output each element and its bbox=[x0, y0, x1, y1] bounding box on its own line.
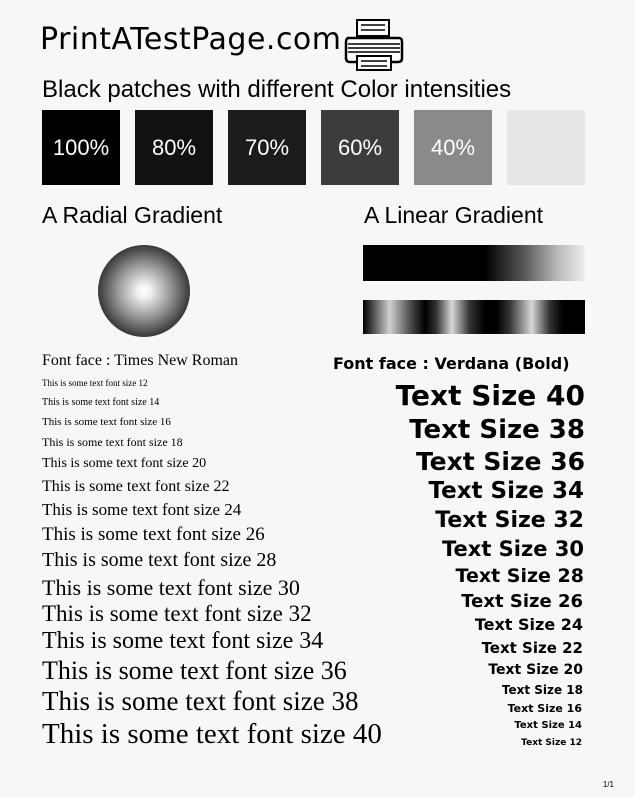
printer-icon bbox=[343, 18, 405, 72]
patch-label: 100% bbox=[52, 134, 110, 160]
patch-3 bbox=[228, 110, 306, 185]
verdana-sample-line: Text Size 18 bbox=[501, 683, 583, 697]
patch-4 bbox=[321, 110, 399, 185]
verdana-sample-line: Text Size 24 bbox=[474, 615, 583, 634]
times-sample-line: This is some text font size 26 bbox=[42, 524, 265, 545]
times-sample-line: This is some text font size 14 bbox=[42, 397, 160, 408]
patch-2 bbox=[135, 110, 213, 185]
patch-5 bbox=[414, 110, 492, 185]
patch-label: 40% bbox=[430, 134, 476, 160]
times-sample-line: This is some text font size 34 bbox=[42, 628, 324, 654]
times-sample-line: This is some text font size 40 bbox=[42, 718, 382, 750]
patch-6 bbox=[507, 110, 585, 185]
times-sample-line: This is some text font size 16 bbox=[42, 416, 171, 428]
verdana-sample-line: Text Size 14 bbox=[514, 720, 582, 731]
verdana-sample-line: Text Size 22 bbox=[481, 639, 583, 657]
verdana-sample-line: Text Size 40 bbox=[395, 379, 585, 412]
times-sample-line: This is some text font size 24 bbox=[42, 500, 242, 519]
patch-1 bbox=[42, 110, 120, 185]
verdana-sample-line: Text Size 32 bbox=[435, 508, 584, 533]
verdana-sample-line: Text Size 30 bbox=[442, 537, 584, 561]
page-number: 1/1 bbox=[602, 780, 614, 789]
verdana-sample-line: Text Size 26 bbox=[461, 591, 583, 612]
times-sample-line: This is some text font size 30 bbox=[42, 575, 300, 600]
times-sample-line: This is some text font size 20 bbox=[42, 456, 207, 471]
verdana-sample-line: Text Size 38 bbox=[409, 415, 585, 445]
patch-label: 60% bbox=[337, 134, 383, 160]
verdana-sample-line: Text Size 28 bbox=[455, 565, 584, 587]
times-sample-line: This is some text font size 38 bbox=[42, 686, 359, 716]
verdana-sample-line: Text Size 12 bbox=[521, 738, 582, 748]
linear-gradient-bar bbox=[363, 245, 585, 281]
site-title: PrintATestPage.com bbox=[40, 22, 342, 57]
patch-label: 70% bbox=[244, 134, 290, 160]
verdana-sample-line: Text Size 36 bbox=[415, 447, 585, 476]
verdana-sample-line: Text Size 20 bbox=[488, 662, 583, 678]
verdana-heading: Font face : Verdana (Bold) bbox=[333, 354, 570, 373]
patches-heading: Black patches with different Color intensities bbox=[42, 76, 512, 103]
radial-gradient-heading: A Radial Gradient bbox=[42, 202, 223, 228]
times-sample-line: This is some text font size 22 bbox=[42, 478, 230, 495]
patch-label: 80% bbox=[151, 134, 197, 160]
times-sample-line: This is some text font size 28 bbox=[42, 549, 277, 571]
radial-gradient-circle bbox=[98, 245, 190, 337]
times-heading: Font face : Times New Roman bbox=[42, 352, 238, 369]
verdana-sample-line: Text Size 34 bbox=[428, 478, 584, 504]
verdana-sample-line: Text Size 16 bbox=[507, 702, 582, 715]
linear-gradient-heading: A Linear Gradient bbox=[364, 202, 544, 228]
times-sample-line: This is some text font size 32 bbox=[42, 601, 312, 626]
times-sample-line: This is some text font size 12 bbox=[42, 378, 148, 388]
times-sample-line: This is some text font size 36 bbox=[42, 656, 347, 685]
times-sample-line: This is some text font size 18 bbox=[42, 435, 183, 449]
linear-gradient-stripe-bar bbox=[363, 300, 585, 334]
